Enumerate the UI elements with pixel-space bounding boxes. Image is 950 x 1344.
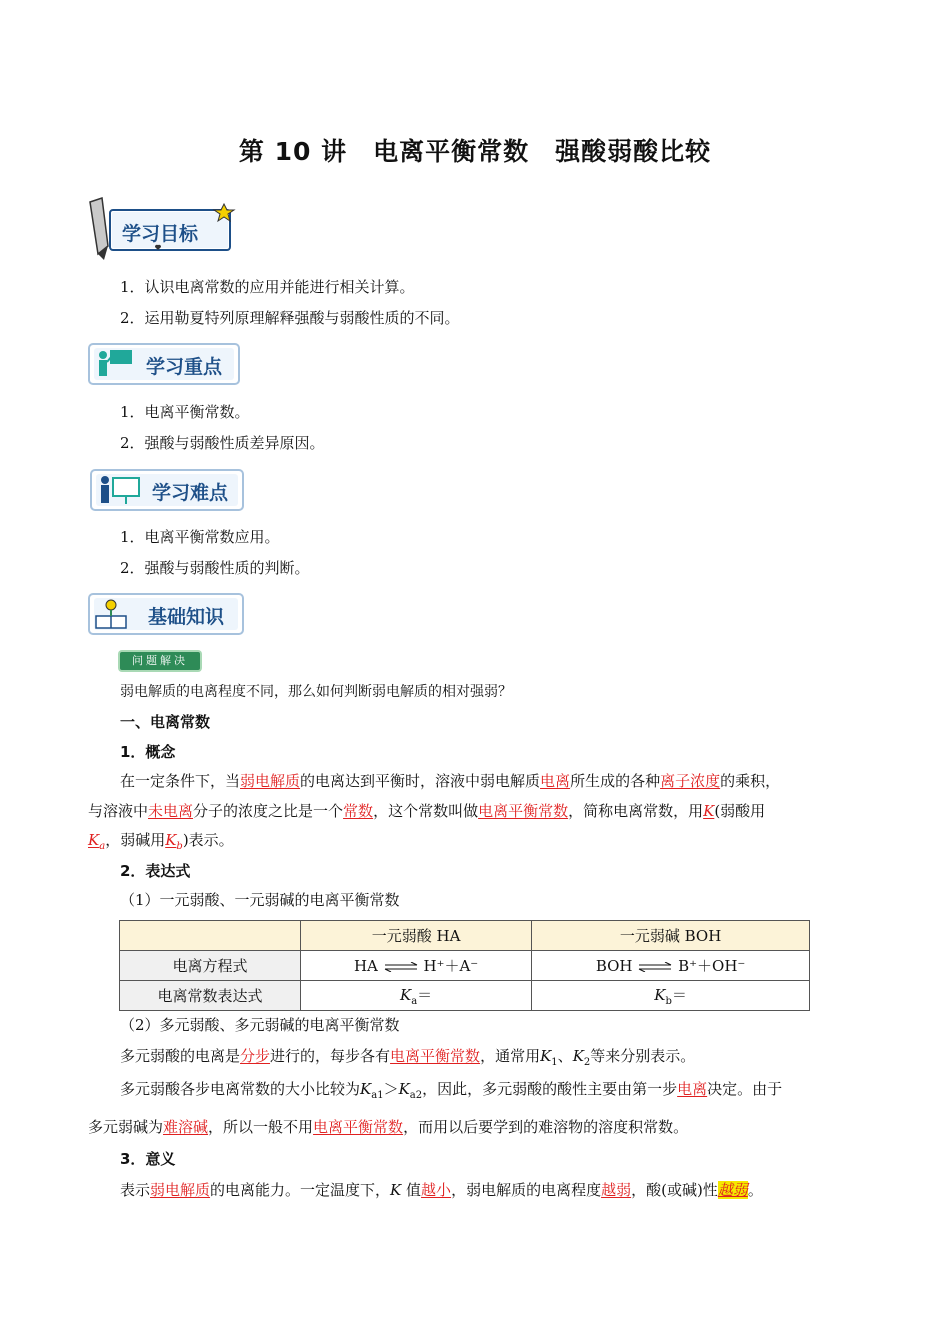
answer-blank: 弱电解质	[150, 1181, 211, 1199]
poly-text: 、	[557, 1047, 573, 1065]
equation-product: H⁺＋A⁻	[423, 957, 479, 975]
key-points-badge-label: 学习重点	[146, 356, 223, 378]
poly-text: ，因此，多元弱酸的酸性主要由第一步	[422, 1080, 678, 1098]
ka1-symbol: K	[360, 1080, 372, 1098]
concept-text: ，弱碱用	[105, 831, 166, 849]
part1-heading: 一、电离常数	[120, 713, 211, 731]
answer-blank: 越小	[421, 1181, 452, 1199]
poly-line-1	[120, 1046, 695, 1073]
poly-text: ，通常用	[480, 1047, 541, 1065]
kb-subscript: b	[176, 841, 183, 852]
meaning-text: 值	[401, 1181, 422, 1199]
concept-line-2	[88, 801, 765, 821]
basics-badge	[88, 590, 248, 638]
table-cell	[301, 981, 532, 1011]
page-title: 第 10 讲 电离平衡常数 强酸弱酸比较	[238, 137, 712, 166]
concept-text: ，这个常数叫做	[373, 802, 479, 820]
expr-heading: 2．表达式	[120, 862, 191, 880]
question-text: 弱电解质的电离程度不同，那么如何判断弱电解质的相对强弱？	[120, 684, 512, 700]
goal-item-1: 1．认识电离常数的应用并能进行相关计算。	[120, 278, 415, 296]
meaning-text: 表示	[120, 1181, 151, 1199]
equation-reactant: HA	[353, 957, 378, 975]
key-points-badge	[88, 340, 243, 388]
difficulties-badge	[90, 466, 248, 514]
difficulty-item-2: 2．强酸与弱酸性质的判断。	[120, 559, 310, 577]
equation-reactant: BOH	[595, 957, 633, 975]
answer-blank: 电离	[540, 772, 571, 790]
concept-text: ，简称电离常数，用	[568, 802, 704, 820]
answer-blank: 难溶碱	[163, 1118, 209, 1136]
table-header-cell	[120, 921, 301, 951]
ka1-subscript: a1	[371, 1090, 384, 1101]
ka2-symbol: K	[398, 1080, 410, 1098]
difficulties-badge-label: 学习难点	[152, 482, 229, 504]
poly-line-3	[88, 1117, 688, 1137]
concept-heading: 1．概念	[120, 743, 176, 761]
difficulty-item-1: 1．电离平衡常数应用。	[120, 528, 280, 546]
ka-subscript: a	[99, 841, 106, 852]
table-cell	[532, 981, 810, 1011]
table-header-cell: 一元弱碱 BOH	[532, 921, 810, 951]
ka-subscript: a	[411, 996, 418, 1007]
poly-line-2	[120, 1079, 782, 1106]
meaning-line	[120, 1180, 763, 1200]
poly-text: 决定。由于	[707, 1080, 783, 1098]
table-row-label: 电离常数表达式	[120, 981, 301, 1011]
concept-line-3	[88, 830, 234, 857]
concept-text: 在一定条件下，当	[120, 772, 241, 790]
meaning-text: ，酸(或碱)性	[631, 1181, 718, 1199]
equilibrium-table	[119, 920, 810, 1011]
table-cell	[532, 951, 810, 981]
answer-blank: 分步	[240, 1047, 271, 1065]
concept-text: )表示。	[182, 831, 234, 849]
concept-text: 与溶液中	[88, 802, 149, 820]
answer-blank: 电离平衡常数	[313, 1118, 404, 1136]
table-header-cell: 一元弱酸 HA	[301, 921, 532, 951]
poly-text: ，而用以后要学到的难溶物的溶度积常数。	[403, 1118, 689, 1136]
meaning-text: 的电离能力。一定温度下，	[210, 1181, 391, 1199]
k2-subscript: 2	[583, 1057, 591, 1068]
table-header-row	[120, 921, 810, 951]
goal-item-2: 2．运用勒夏特列原理解释强酸与弱酸性质的不同。	[120, 309, 460, 327]
kb-subscript: b	[665, 996, 672, 1007]
concept-text: (弱酸用	[714, 802, 766, 820]
poly-text: 多元弱酸各步电离常数的大小比较为	[120, 1080, 361, 1098]
expr-sub1: （1）一元弱酸、一元弱碱的电离平衡常数	[120, 891, 400, 909]
poly-text: 多元弱碱为	[88, 1118, 164, 1136]
kb-symbol: K	[165, 831, 177, 849]
equation-product: B⁺＋OH⁻	[678, 957, 746, 975]
greater-than-sign: ＞	[383, 1080, 399, 1098]
k1-subscript: 1	[551, 1057, 558, 1068]
question-tag: 问题解决	[120, 652, 200, 670]
kb-symbol: K	[654, 986, 666, 1004]
answer-blank: 越弱	[601, 1181, 632, 1199]
equals-sign: ＝	[671, 986, 687, 1004]
goals-badge	[86, 196, 236, 260]
poly-text: 等来分别表示。	[590, 1047, 696, 1065]
answer-blank: K	[703, 802, 715, 820]
answer-blank	[88, 831, 106, 852]
meaning-text: 。	[747, 1181, 763, 1199]
k-symbol: K	[390, 1181, 402, 1199]
key-point-item-2: 2．强酸与弱酸性质差异原因。	[120, 434, 325, 452]
poly-text: 多元弱酸的电离是	[120, 1047, 241, 1065]
answer-blank	[165, 831, 183, 852]
concept-line-1	[120, 771, 780, 791]
equals-sign: ＝	[417, 986, 433, 1004]
answer-blank: 弱电解质	[240, 772, 301, 790]
goals-badge-label: 学习目标	[122, 223, 199, 245]
poly-text: ，所以一般不用	[208, 1118, 314, 1136]
answer-blank: 电离平衡常数	[478, 802, 569, 820]
equilibrium-arrow-icon	[383, 962, 419, 972]
answer-blank: 未电离	[148, 802, 194, 820]
answer-blank: 电离	[677, 1080, 708, 1098]
key-point-item-1: 1．电离平衡常数。	[120, 403, 250, 421]
meaning-heading: 3．意义	[120, 1150, 176, 1168]
meaning-text: ，弱电解质的电离程度	[451, 1181, 602, 1199]
table-row	[120, 981, 810, 1011]
equilibrium-arrow-icon	[637, 962, 673, 972]
table-row	[120, 951, 810, 981]
concept-text: 分子的浓度之比是一个	[193, 802, 344, 820]
ka-symbol: K	[399, 986, 412, 1004]
poly-text: 进行的，每步各有	[270, 1047, 391, 1065]
concept-text: 所生成的各种	[570, 772, 661, 790]
answer-blank: 常数	[343, 802, 374, 820]
highlighted-answer: 越弱	[717, 1181, 748, 1199]
k2-symbol: K	[572, 1047, 584, 1065]
expr-sub2: （2）多元弱酸、多元弱碱的电离平衡常数	[120, 1016, 400, 1034]
ka2-subscript: a2	[409, 1090, 423, 1101]
table-row-label: 电离方程式	[120, 951, 301, 981]
concept-text: 的电离达到平衡时，溶液中弱电解质	[300, 772, 541, 790]
concept-text: 的乘积，	[720, 772, 781, 790]
ka-symbol: K	[88, 831, 100, 849]
table-cell	[301, 951, 532, 981]
answer-blank: 电离平衡常数	[390, 1047, 481, 1065]
answer-blank: 离子浓度	[660, 772, 721, 790]
basics-badge-label: 基础知识	[148, 606, 225, 628]
k1-symbol: K	[540, 1047, 552, 1065]
